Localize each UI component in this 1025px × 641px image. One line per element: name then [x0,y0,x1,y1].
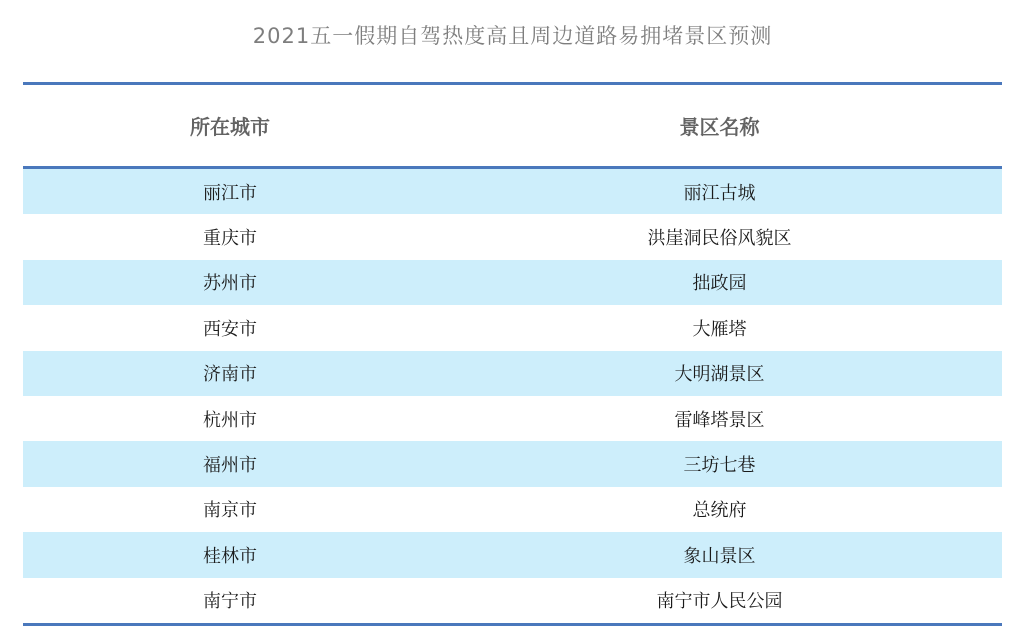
table-row [23,396,1002,441]
cell-city: 杭州市 [203,409,258,431]
cell-city: 苏州市 [203,273,258,295]
cell-scenic-area: 总统府 [692,500,747,522]
cell-city: 丽江市 [203,182,258,204]
table-body [23,169,1002,623]
cell-scenic-area: 三坊七巷 [683,455,756,477]
page [0,22,1025,641]
cell-city: 桂林市 [203,545,258,567]
cell-scenic-area: 南宁市人民公园 [656,591,783,613]
table-row [23,578,1002,623]
cell-scenic-area: 洪崖洞民俗风貌区 [647,228,792,250]
cell-city: 南宁市 [203,591,258,613]
table-row [23,487,1002,532]
cell-city: 南京市 [203,500,258,522]
column-header-scenic-area: 景区名称 [679,115,760,139]
cell-scenic-area: 象山景区 [683,545,756,567]
cell-scenic-area: 大雁塔 [692,318,747,340]
column-header-city: 所在城市 [190,115,271,139]
table-row [23,351,1002,396]
page-title: 2021五一假期自驾热度高且周边道路易拥堵景区预测 [252,24,773,48]
cell-scenic-area: 大明湖景区 [674,364,765,386]
table-header-row [23,85,1002,169]
table-row [23,260,1002,305]
cell-scenic-area: 丽江古城 [683,182,756,204]
cell-city: 福州市 [203,455,258,477]
cell-city: 西安市 [203,318,258,340]
table-row [23,169,1002,214]
forecast-table [23,82,1002,626]
cell-city: 济南市 [203,364,258,386]
table-row [23,532,1002,577]
table-row [23,305,1002,350]
table-row [23,214,1002,259]
cell-city: 重庆市 [203,228,258,250]
cell-scenic-area: 拙政园 [692,273,747,295]
cell-scenic-area: 雷峰塔景区 [674,409,765,431]
table-row [23,441,1002,486]
